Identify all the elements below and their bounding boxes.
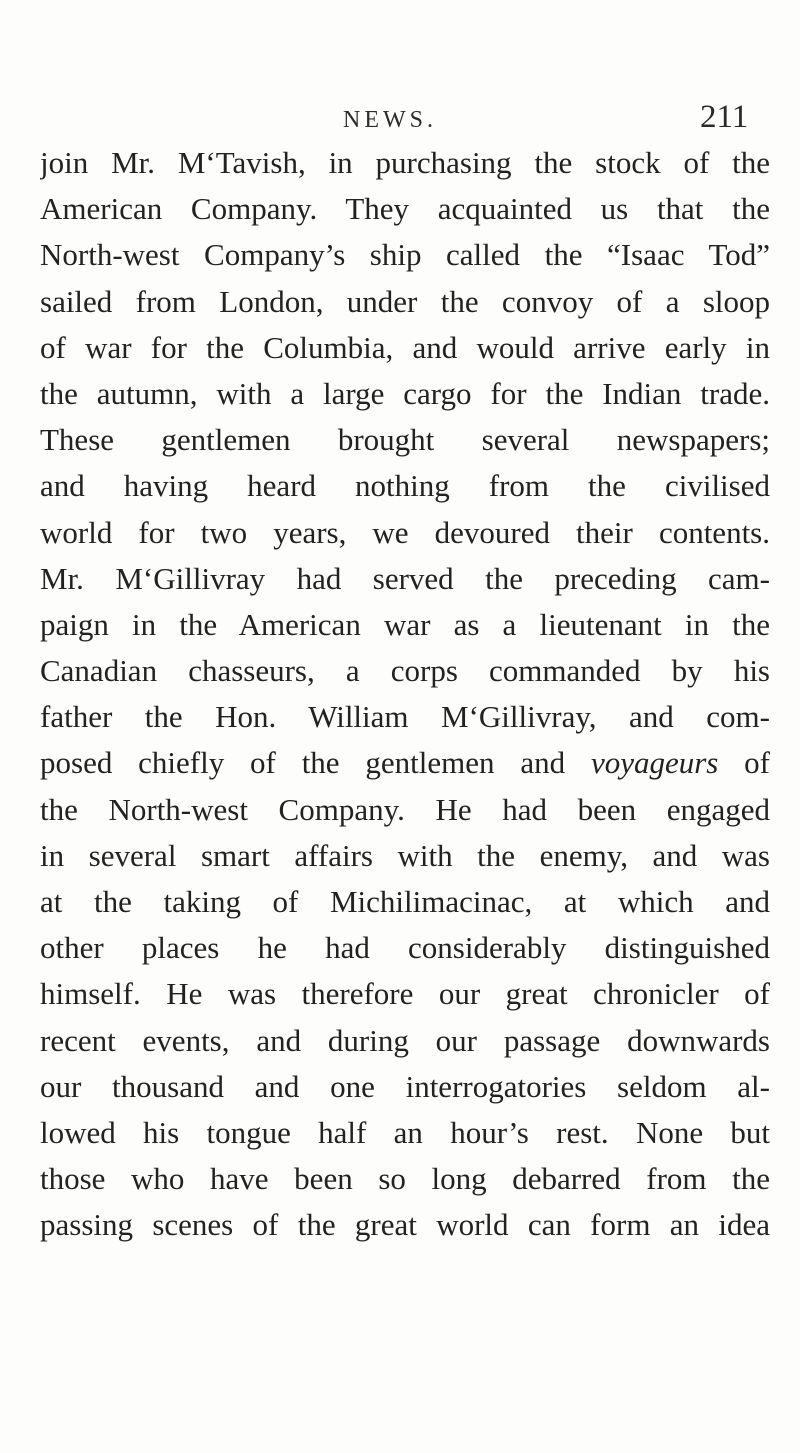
text-line: paign in the American war as a lieutenant in the — [40, 606, 770, 642]
text-line-with-italic — [40, 740, 770, 786]
text-line: the North-west Company. He had been engaged — [40, 791, 770, 827]
text-line: Mr. M‘Gillivray had served the preceding cam- — [40, 560, 770, 596]
text-line: himself. He was therefore our great chronicler of — [40, 976, 770, 1012]
text-line: other places he had considerably distinguished — [40, 930, 770, 966]
text-line: our thousand and one interrogatories seldom al- — [40, 1068, 770, 1104]
body-text — [40, 140, 770, 1249]
text-line: at the taking of Michilimacinac, at which and — [40, 884, 770, 919]
running-head: NEWS. — [343, 107, 437, 133]
text-line: those who have been so long debarred from the — [40, 1161, 770, 1197]
text-line: the autumn, with a large cargo for the Indian trade. — [40, 375, 770, 411]
text-line: American Company. They acquainted us that the — [40, 191, 770, 227]
text-line: join Mr. M‘Tavish, in purchasing the stock of the — [40, 145, 770, 180]
text-line: lowed his tongue half an hour’s rest. None but — [40, 1114, 770, 1150]
text-line: and having heard nothing from the civilised — [40, 468, 770, 504]
text-line: in several smart affairs with the enemy, and was — [40, 837, 770, 873]
text-line: of war for the Columbia, and would arrive early in — [40, 329, 770, 365]
text-line: father the Hon. William M‘Gillivray, and com- — [40, 699, 770, 735]
text-line: North-west Company’s ship called the “Isaac Tod” — [40, 237, 770, 273]
italic-term: voyageurs — [590, 745, 719, 781]
text-line: These gentlemen brought several newspapers; — [40, 422, 770, 458]
text-line: recent events, and during our passage downwards — [40, 1022, 770, 1058]
page-number: 211 — [700, 99, 749, 135]
text-line: Canadian chasseurs, a corps commanded by his — [40, 653, 770, 689]
text-line: sailed from London, under the convoy of a sloop — [40, 283, 770, 319]
text-line: passing scenes of the great world can form an idea — [40, 1207, 770, 1243]
text-segment: of — [718, 745, 770, 781]
text-segment: posed chiefly of the gentlemen and — [40, 745, 591, 781]
text-line: world for two years, we devoured their contents. — [40, 514, 770, 550]
